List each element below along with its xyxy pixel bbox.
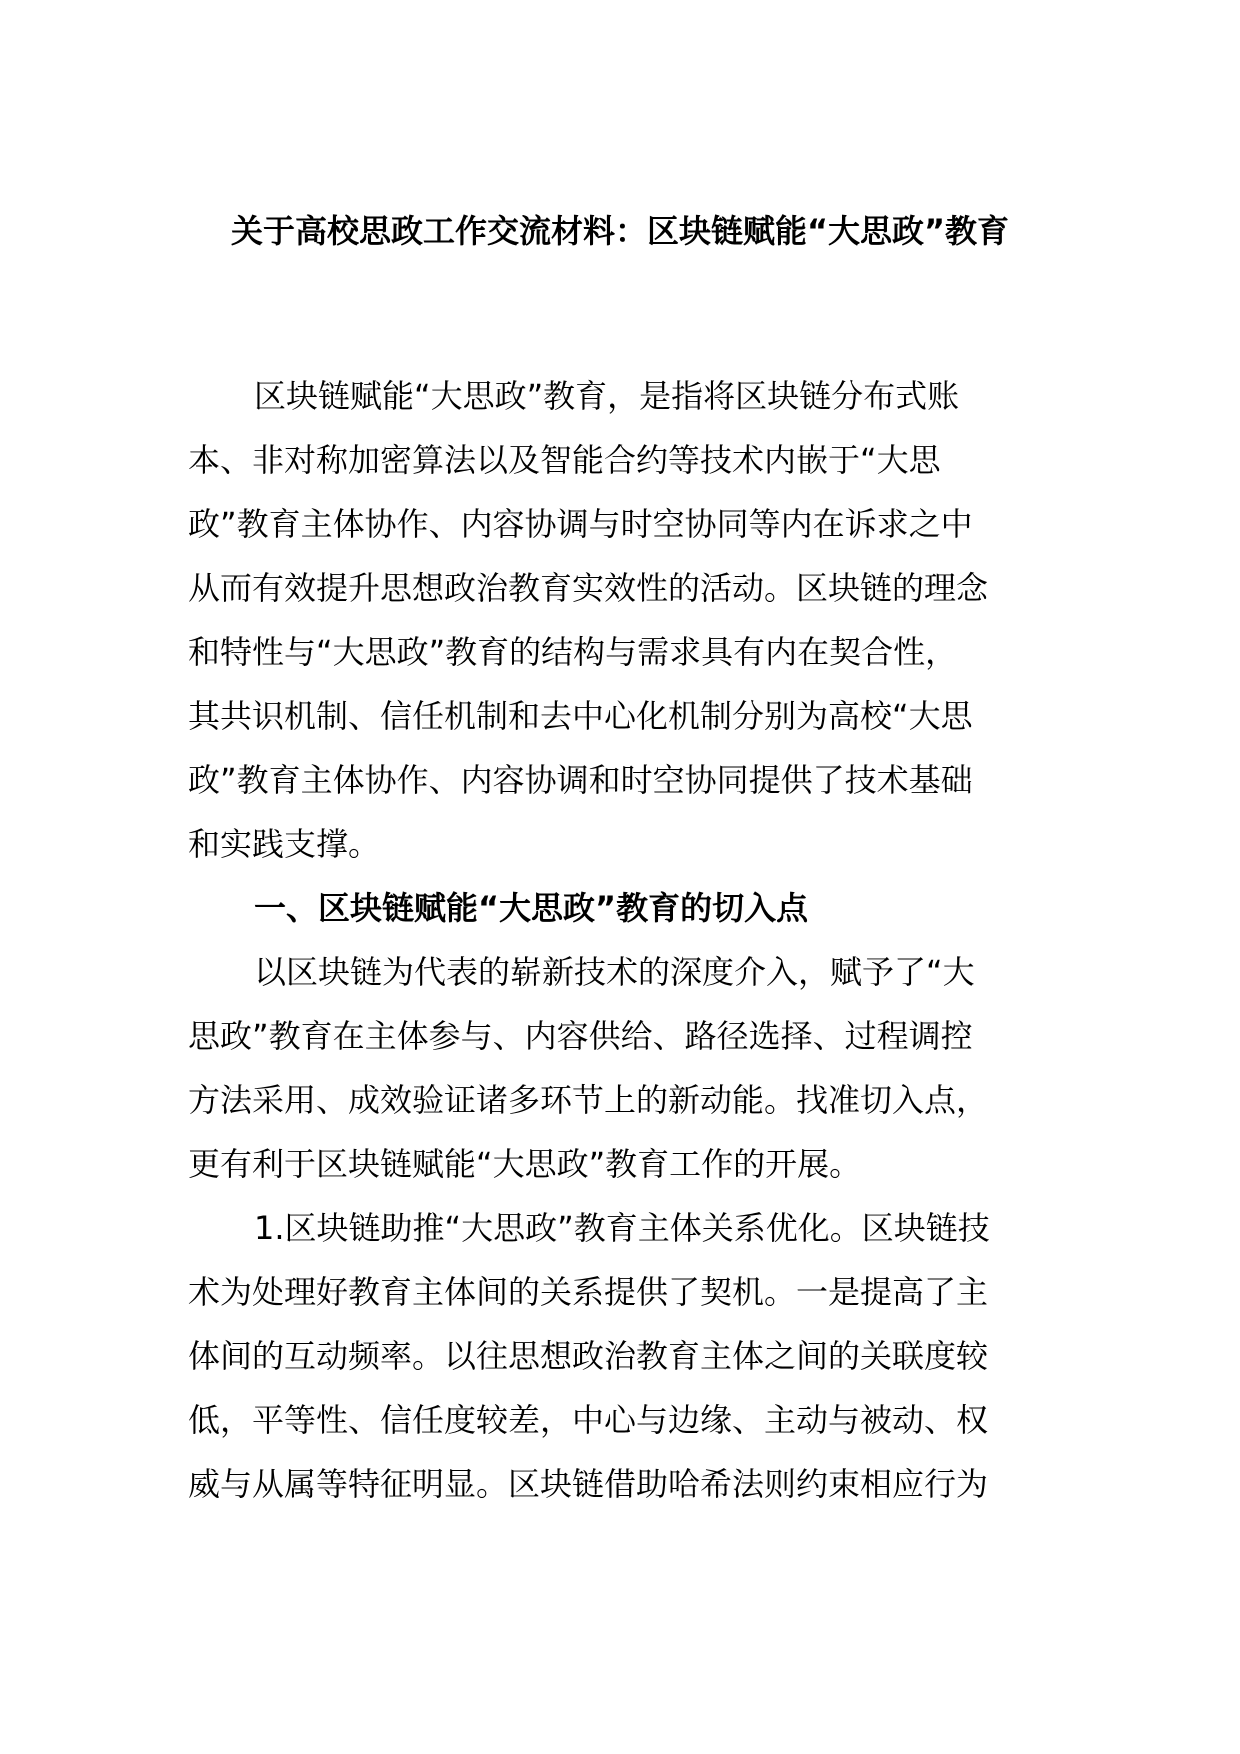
paragraph-line: 以区块链为代表的崭新技术的深度介入，赋予了“大 (254, 953, 975, 991)
paragraph-line: 政”教育主体协作、内容协调与时空协同等内在诉求之中 (188, 505, 973, 543)
paragraph-line: 体间的互动频率。以往思想政治教育主体之间的关联度较 (188, 1337, 989, 1375)
paragraph-line: 方法采用、成效验证诸多环节上的新动能。找准切入点， (188, 1081, 989, 1119)
paragraph-line: 区块链赋能“大思政”教育，是指将区块链分布式账 (254, 377, 960, 415)
paragraph-line: 政”教育主体协作、内容协调和时空协同提供了技术基础 (188, 761, 973, 799)
paragraph-line: 思政”教育在主体参与、内容供给、路径选择、过程调控 (188, 1017, 973, 1055)
section-heading: 一、区块链赋能“大思政”教育的切入点 (254, 889, 809, 927)
document-title: 关于高校思政工作交流材料：区块链赋能“大思政”教育 (230, 212, 1010, 250)
document-body (188, 364, 1050, 1516)
paragraph-line: 和特性与“大思政”教育的结构与需求具有内在契合性， (188, 633, 958, 671)
paragraph-line: 更有利于区块链赋能“大思政”教育工作的开展。 (188, 1145, 862, 1183)
paragraph-line: 术为处理好教育主体间的关系提供了契机。一是提高了主 (188, 1273, 989, 1311)
paragraph-line: 威与从属等特征明显。区块链借助哈希法则约束相应行为 (188, 1465, 989, 1503)
paragraph-line: 其共识机制、信任机制和去中心化机制分别为高校“大思 (188, 697, 973, 735)
paragraph-line: 和实践支撑。 (188, 825, 381, 863)
paragraph-line: 从而有效提升思想政治教育实效性的活动。区块链的理念 (188, 569, 989, 607)
paragraph-line: 1.区块链助推“大思政”教育主体关系优化。区块链技 (254, 1209, 990, 1247)
paragraph-line: 低，平等性、信任度较差，中心与边缘、主动与被动、权 (188, 1401, 989, 1439)
paragraph-line: 本、非对称加密算法以及智能合约等技术内嵌于“大思 (188, 441, 941, 479)
